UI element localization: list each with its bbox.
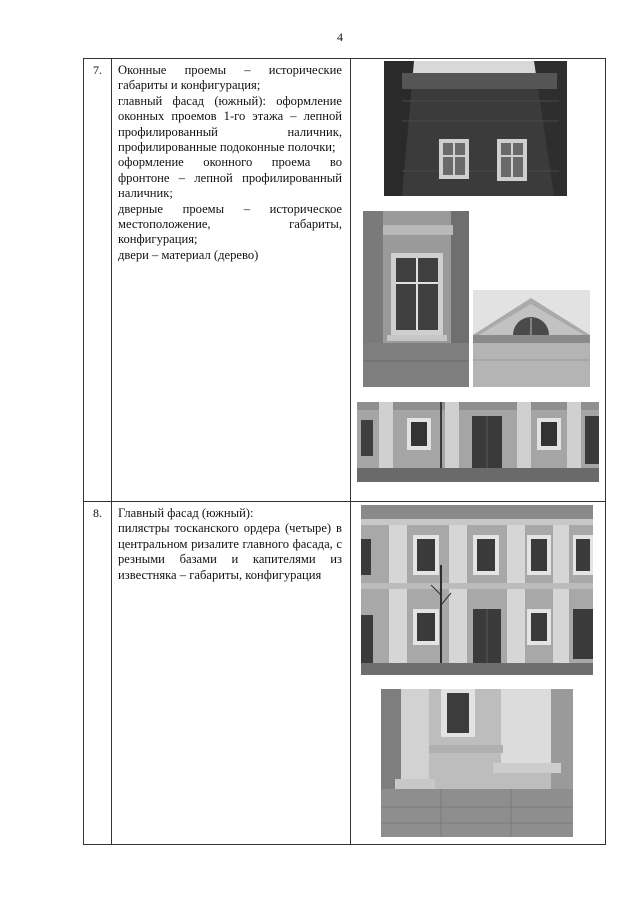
window-trim-closeup-photo (363, 211, 469, 387)
description-paragraph: Оконные проемы – исторические габариты и конфигурация; (118, 63, 342, 93)
heritage-elements-table (83, 58, 606, 845)
table-row (84, 502, 606, 845)
brick-wall-window-photo (384, 61, 567, 196)
description-paragraph: двери – материал (дерево) (118, 247, 259, 262)
description-paragraph: главный фасад (южный): оформление оконных проемов 1-го этажа – лепной профилированный наличник, профилированные подоконные полочки; (118, 93, 342, 155)
row-photos (351, 59, 606, 502)
row-photos (351, 502, 606, 845)
pilaster-base-photo (381, 689, 573, 837)
description-paragraph: дверные проемы – историческое местоположение, габариты, конфигурация; (118, 201, 342, 247)
description-paragraph: пилястры тосканского ордера (четыре) в центральном ризалите главного фасада, с резными базами и капителями из известняка – габариты, конфигурация (118, 521, 342, 582)
description-paragraph: Главный фасад (южный): (118, 506, 254, 520)
description-paragraph: оформление оконного проема во фронтоне – лепной профилированный наличник; (118, 155, 342, 201)
page-number: 4 (337, 30, 343, 44)
row-description (112, 59, 351, 502)
row-number: 8. (84, 502, 112, 845)
table-row (84, 59, 606, 502)
row-number: 7. (84, 59, 112, 502)
row-description (112, 502, 351, 845)
facade-windows-doors-photo (357, 402, 599, 482)
main-facade-pilasters-photo (361, 505, 593, 675)
pediment-window-photo (473, 290, 590, 387)
